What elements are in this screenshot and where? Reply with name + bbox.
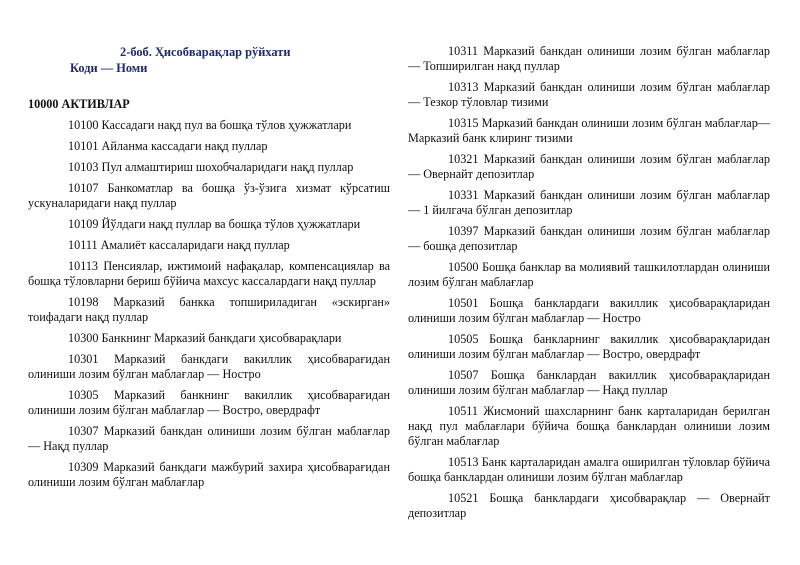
chapter-title: 2-боб. Ҳисобварақлар рўйхати (120, 45, 291, 59)
account-entry: 10101 Айланма кассадаги нақд пуллар (68, 139, 268, 153)
account-entry: 10100 Кассадаги нақд пул ва бошқа тўлов ҳужжатлари (68, 118, 352, 132)
account-entry: 10305 Марказий банкнинг вакиллик ҳисобварағидан олиниши лозим бўлган маблағлар — Востро, овердрафт (28, 388, 390, 417)
account-entry: 10321 Марказий банкдан олиниши лозим бўлган маблағлар — Овернайт депозитлар (408, 152, 770, 181)
columns-header: Коди — Номи (70, 61, 148, 75)
account-entry: 10198 Марказий банкка топшириладиган «эскирган» тоифадаги нақд пуллар (28, 295, 390, 324)
account-entry: 10309 Марказий банкдаги мажбурий захира ҳисобварағидан олиниши лозим бўлган маблағлар (28, 460, 390, 489)
account-entry: 10521 Бошқа банклардаги ҳисобварақлар — Овернайт депозитлар (408, 491, 770, 520)
account-entry: 10397 Марказий банкдан олиниши лозим бўлган маблағлар — бошқа депозитлар (408, 224, 770, 253)
account-entry: 10505 Бошқа банкларнинг вакиллик ҳисобварақларидан олиниши лозим бўлган маблағлар — Востро, овердрафт (408, 332, 770, 361)
account-entry: 10113 Пенсиялар, ижтимоий нафақалар, компенсациялар ва бошқа тўловларни бериш бўйича махсус кассалардаги нақд пуллар (28, 259, 390, 288)
account-entry: 10331 Марказий банкдан олиниши лозим бўлган маблағлар — 1 йилгача бўлган депозитлар (408, 188, 770, 217)
account-entry: 10111 Амалиёт кассаларидаги нақд пуллар (68, 238, 290, 252)
account-entry: 10109 Йўлдаги нақд пуллар ва бошқа тўлов ҳужжатлари (68, 217, 361, 231)
account-entry: 10311 Марказий банкдан олиниши лозим бўлган маблағлар — Топширилган нақд пуллар (408, 44, 770, 73)
left-column (28, 44, 390, 490)
account-entry: 10103 Пул алмаштириш шохобчаларидаги нақд пуллар (68, 160, 354, 174)
account-entry: 10501 Бошқа банклардаги вакиллик ҳисобварақларидан олиниши лозим бўлган маблағлар — Ностро (408, 296, 770, 325)
account-entry: 10107 Банкоматлар ва бошқа ўз-ўзига хизмат кўрсатиш ускуналаридаги нақд пуллар (28, 181, 390, 210)
account-entry: 10301 Марказий банкдаги вакиллик ҳисобварағидан олиниши лозим бўлган маблағлар — Ностро (28, 352, 390, 381)
account-entry: 10511 Жисмоний шахсларнинг банк карталаридан берилган нақд пул маблағлари бўйича бошқа банклардан олиниши лозим бўлган маблағлар (408, 404, 770, 448)
right-column (408, 44, 770, 521)
account-entry: 10313 Марказий банкдан олиниши лозим бўлган маблағлар — Тезкор тўловлар тизими (408, 80, 770, 109)
account-entry: 10500 Бошқа банклар ва молиявий ташкилотлардан олиниши лозим бўлган маблағлар (408, 260, 770, 289)
account-entry: 10513 Банк карталаридан амалга оширилган тўловлар бўйича бошқа банклардан олиниши лозим бўлган маблағлар (408, 455, 770, 484)
section-title: 10000 АКТИВЛАР (28, 97, 130, 111)
account-entry: 10315 Марказий банкдан олиниши лозим бўлган маблағлар— Марказий банк клиринг тизими (408, 116, 770, 145)
account-entry: 10507 Бошқа банклардан вакиллик ҳисобварақларидан олиниши лозим бўлган маблағлар — Нақд пуллар (408, 368, 770, 397)
account-entry: 10307 Марказий банкдан олиниши лозим бўлган маблағлар — Нақд пуллар (28, 424, 390, 453)
account-entry: 10300 Банкнинг Марказий банкдаги ҳисобварақлари (68, 331, 342, 345)
